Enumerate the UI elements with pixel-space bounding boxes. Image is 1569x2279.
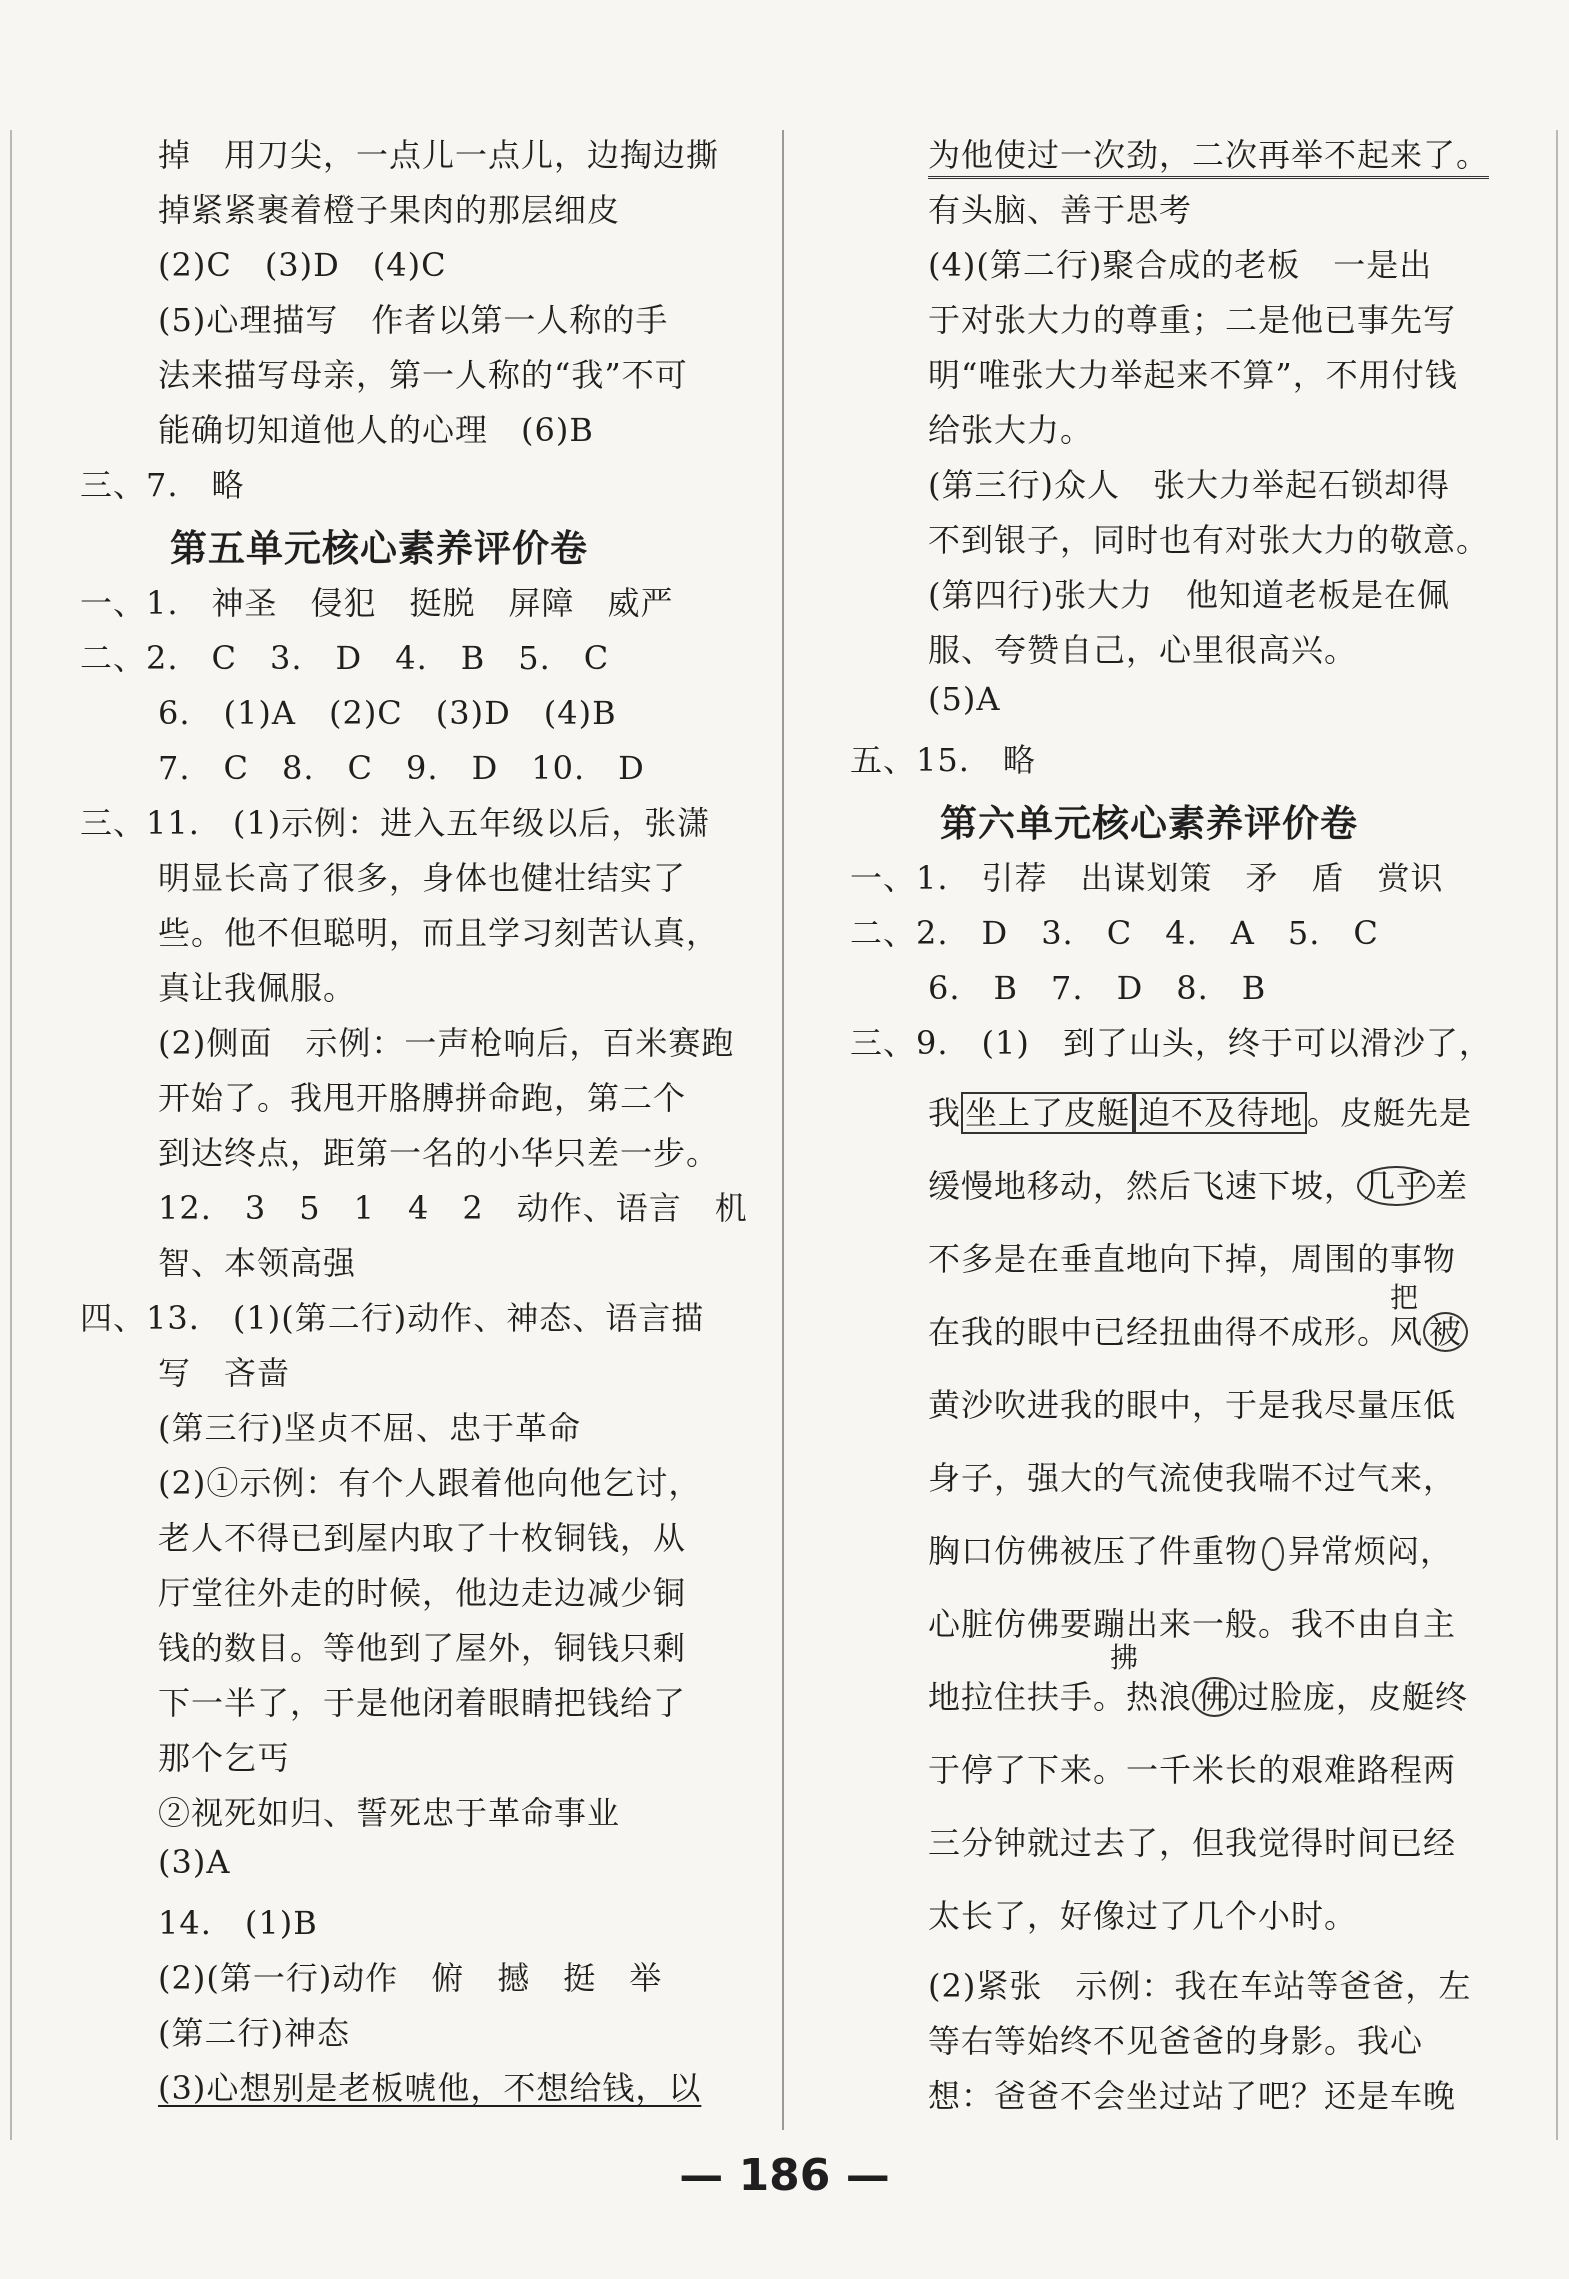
- insertion-circle: [1262, 1537, 1284, 1571]
- text-line: (2)①示例：有个人跟着他向他乞讨，: [158, 1464, 702, 1502]
- text-line: 一、1. 引荐 出谋划策 矛 盾 赏识: [850, 859, 1444, 897]
- edited-text-line: [928, 1088, 1472, 1134]
- text-line: 掉 用刀尖，一点儿一点儿，边掏边撕: [158, 136, 720, 174]
- edited-text-line: [928, 1161, 1468, 1207]
- text-line: (5)心理描写 作者以第一人称的手: [158, 301, 669, 339]
- text-line: 于停了下来。一千米长的艰难路程两: [928, 1751, 1457, 1789]
- text-line: 三、11. (1)示例：进入五年级以后，张潇: [80, 804, 711, 842]
- text-line: 到达终点，距第一名的小华只差一步。: [158, 1134, 720, 1172]
- text-line: 想：爸爸不会坐过站了吧？还是车晚: [928, 2077, 1457, 2115]
- text-line: (第三行)众人 张大力举起石锁却得: [928, 466, 1450, 504]
- text-line: 三、9. (1) 到了山头，终于可以滑沙了，: [850, 1024, 1492, 1062]
- text-segment: 异常烦闷，: [1288, 1532, 1454, 1570]
- text-line: 能确切知道他人的心理 (6)B: [158, 411, 594, 449]
- text-line: 6. (1)A (2)C (3)D (4)B: [158, 694, 617, 732]
- text-line: 下一半了，于是他闭着眼睛把钱给了: [158, 1684, 687, 1722]
- text-line: 黄沙吹进我的眼中，于是我尽量压低: [928, 1386, 1457, 1424]
- text-line: (第二行)神态: [158, 2014, 350, 2052]
- correction-mark: 把: [1390, 1281, 1420, 1314]
- text-segment: 胸口仿佛被压了件重物: [928, 1532, 1259, 1570]
- text-line: 服、夸赞自己，心里很高兴。: [928, 631, 1358, 669]
- text-line: 二、2. D 3. C 4. A 5. C: [850, 914, 1379, 952]
- text-line: (2)紧张 示例：我在车站等爸爸，左: [928, 1967, 1472, 2005]
- edited-text-line: [928, 1526, 1453, 1572]
- text-line: 写 吝啬: [158, 1354, 291, 1392]
- text-line: 不多是在垂直地向下掉，周围的事物: [928, 1240, 1457, 1278]
- right-edge-line: [1556, 130, 1558, 2140]
- text-line: (第四行)张大力 他知道老板是在佩: [928, 576, 1450, 614]
- left-edge-line: [10, 130, 12, 2140]
- text-line: 14. (1)B: [158, 1904, 318, 1942]
- text-line: 那个乞丐: [158, 1739, 291, 1777]
- text-line: 12. 3 5 1 4 2 动作、语言 机: [158, 1189, 748, 1227]
- text-line: 厅堂往外走的时候，他边走边减少铜: [158, 1574, 687, 1612]
- text-line: (4)(第二行)聚合成的老板 一是出: [928, 246, 1433, 284]
- text-line: 开始了。我甩开胳膊拼命跑，第二个: [158, 1079, 687, 1117]
- text-line: 钱的数目。等他到了屋外，铜钱只剩: [158, 1629, 687, 1667]
- text-line: (2)C (3)D (4)C: [158, 246, 447, 284]
- double-underlined-text: 为他使过一次劲，二次再举不起来了。: [928, 136, 1489, 179]
- text-line: 五、15. 略: [850, 741, 1036, 779]
- text-segment: 差: [1435, 1167, 1469, 1205]
- section-title: 第五单元核心素养评价卷: [170, 527, 588, 570]
- text-line: 智、本领高强: [158, 1244, 357, 1282]
- text-line: (3)A: [158, 1843, 231, 1881]
- circled-text: 几乎: [1357, 1166, 1435, 1206]
- column-divider: [782, 130, 784, 2130]
- circled-text: 佛: [1192, 1677, 1237, 1717]
- text-line: 有头脑、善于思考: [928, 191, 1193, 229]
- text-line: 三、7. 略: [80, 466, 245, 504]
- text-line: 太长了，好像过了几个小时。: [928, 1897, 1358, 1935]
- text-line: 给张大力。: [928, 411, 1094, 449]
- text-line: 四、13. (1)(第二行)动作、神态、语言描: [80, 1299, 705, 1337]
- circled-text: 被: [1423, 1312, 1468, 1352]
- boxed-text: 坐上了皮艇: [961, 1092, 1134, 1134]
- text-line: (2)(第一行)动作 俯 撼 挺 举: [158, 1959, 663, 1997]
- section-title: 第六单元核心素养评价卷: [940, 802, 1358, 845]
- text-line: 掉紧紧裹着橙子果肉的那层细皮: [158, 191, 621, 229]
- text-line: (2)侧面 示例：一声枪响后，百米赛跑: [158, 1024, 735, 1062]
- text-segment: 缓慢地移动，然后飞速下坡，: [928, 1167, 1358, 1205]
- text-line: 于对张大力的尊重；二是他已事先写: [928, 301, 1457, 339]
- text-line: 明“唯张大力举起来不算”，不用付钱: [928, 356, 1458, 394]
- boxed-text: 迫不及待地: [1134, 1092, 1307, 1134]
- text-line: 7. C 8. C 9. D 10. D: [158, 749, 645, 787]
- text-line: 二、2. C 3. D 4. B 5. C: [80, 639, 610, 677]
- text-segment: 我: [928, 1094, 962, 1132]
- text-line: 等右等始终不见爸爸的身影。我心: [928, 2022, 1424, 2060]
- edited-text-line: [928, 1672, 1468, 1718]
- page-number: — 186 —: [679, 2150, 890, 2201]
- text-segment: 。皮艇先是: [1307, 1094, 1473, 1132]
- correction-mark: 拂: [1110, 1641, 1140, 1674]
- text-line: 不到银子，同时也有对张大力的敬意。: [928, 521, 1490, 559]
- text-line: (第三行)坚贞不屈、忠于革命: [158, 1409, 581, 1447]
- text-segment: 过脸庞，皮艇终: [1237, 1678, 1469, 1716]
- text-line: ②视死如归、誓死忠于革命事业: [158, 1794, 621, 1832]
- text-line: 身子，强大的气流使我喘不过气来，: [928, 1459, 1457, 1497]
- text-line: 一、1. 神圣 侵犯 挺脱 屏障 威严: [80, 584, 674, 622]
- text-line: 三分钟就过去了，但我觉得时间已经: [928, 1824, 1457, 1862]
- text-line: 6. B 7. D 8. B: [928, 969, 1267, 1007]
- text-line: 些。他不但聪明，而且学习刻苦认真，: [158, 914, 720, 952]
- text-line: 心脏仿佛要蹦出来一般。我不由自主: [928, 1605, 1457, 1643]
- text-line: 老人不得已到屋内取了十枚铜钱，从: [158, 1519, 687, 1557]
- text-line: (5)A: [928, 680, 1001, 718]
- text-segment: 在我的眼中已经扭曲得不成形。风: [928, 1313, 1424, 1351]
- text-segment: 地拉住扶手。热浪: [928, 1678, 1193, 1716]
- edited-text-line: [928, 1307, 1468, 1353]
- text-line: 真让我佩服。: [158, 969, 357, 1007]
- text-line: 法来描写母亲，第一人称的“我”不可: [158, 356, 688, 394]
- text-line: 明显长高了很多，身体也健壮结实了: [158, 859, 687, 897]
- underlined-text-line: (3)心想别是老板唬他，不想给钱，以: [158, 2069, 702, 2107]
